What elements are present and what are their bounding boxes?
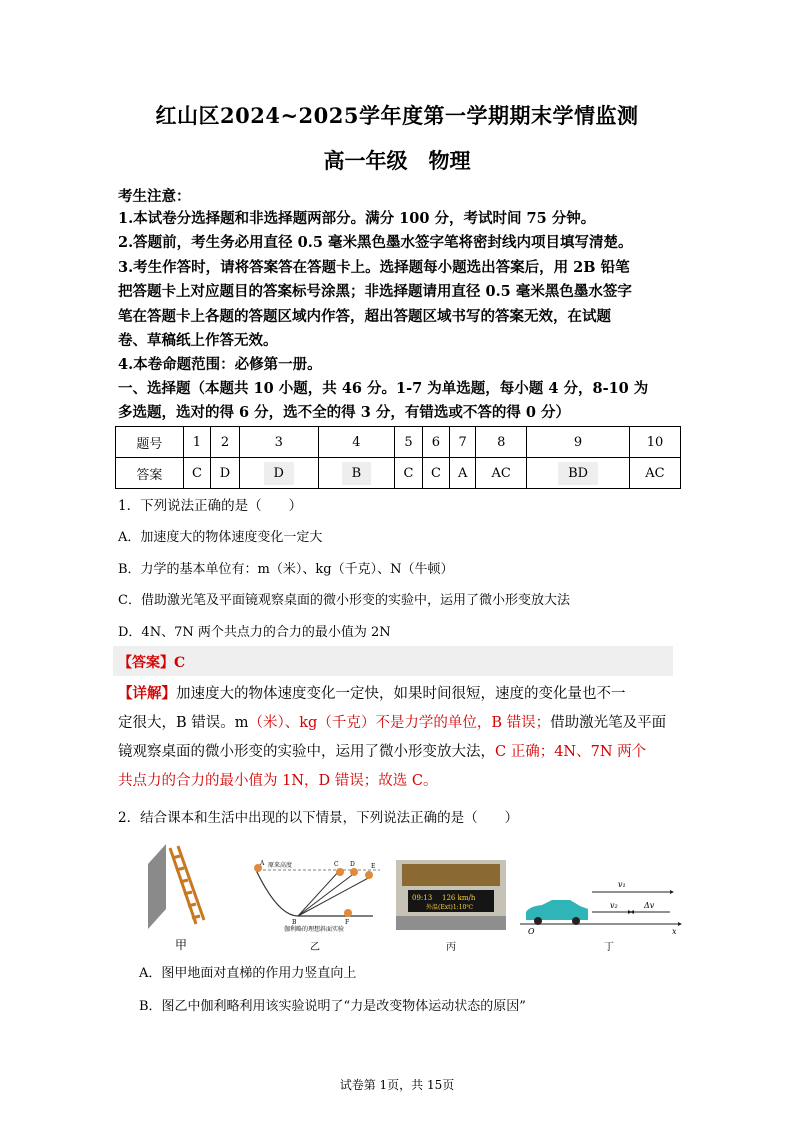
section-heading-line1: 一、选择题（本题共 10 小题，共 46 分。1-7 为单选题，每小题 4 分，8-10 为	[118, 380, 649, 397]
caption-bing: 丙	[446, 942, 456, 953]
question-number: 5	[395, 427, 422, 458]
answer-table	[115, 426, 681, 489]
section-heading-line2: 多选题，选对的得 6 分，选不全的得 3 分，有错选或不答的得 0 分）	[118, 404, 571, 421]
detail-text: 镜观察桌面的微小形变的实验中，运用了微小形变放大法，	[118, 744, 495, 760]
answer-cell	[527, 458, 630, 489]
label-top: 原来高度	[268, 862, 293, 869]
answer-cell: C	[422, 458, 449, 489]
answer-value: C	[174, 655, 186, 671]
question-number: 8	[476, 427, 527, 458]
label-dv: Δv	[644, 901, 655, 910]
ball	[336, 868, 344, 876]
detail-text: 定很大，B 错误。m	[118, 715, 249, 731]
question-1-answer	[118, 652, 185, 672]
track-floor	[256, 870, 373, 916]
detail-text-red: C 正确；4N、7N 两个	[495, 744, 647, 760]
detail-text-red: 共点力的合力的最小值为 1N，D 错误；故选 C。	[118, 773, 438, 789]
answer-cell	[239, 458, 318, 489]
answer-value: B	[342, 462, 372, 485]
question-1-option-a: A．加速度大的物体速度变化一定大	[118, 530, 323, 545]
note-line: 3.考生作答时，请将答案答在答题卡上。选择题每小题选出答案后，用 2B 铅笔	[118, 259, 630, 276]
label-e: E	[371, 863, 376, 870]
caption-ding: 丁	[604, 942, 614, 953]
note-line: 卷、草稿纸上作答无效。	[118, 332, 278, 349]
label-bottom: 伽利略的理想斜面实验	[284, 926, 345, 932]
question-number: 7	[450, 427, 476, 458]
x-axis-arrow	[678, 922, 682, 926]
detail-line-1	[118, 680, 626, 708]
question-number: 10	[629, 427, 680, 458]
detail-text: 加速度大的物体速度变化一定快，如果时间很短，速度的变化量也不一	[176, 686, 626, 702]
question-1-option-d: D．4N、7N 两个共点力的合力的最小值为 2N	[118, 625, 391, 640]
note-line: 1.本试卷分选择题和非选择题两部分。满分 100 分，考试时间 75 分钟。	[118, 210, 596, 227]
exam-title: 红山区2024~2025学年度第一学期期末学情监测	[155, 103, 639, 128]
figure-ladder	[148, 844, 210, 934]
detail-line-3	[118, 738, 646, 766]
car-icon	[526, 900, 588, 920]
label-o: O	[528, 927, 535, 936]
answer-table-answer-row	[116, 458, 681, 489]
caption-yi: 乙	[310, 942, 320, 953]
label-d: D	[350, 861, 355, 868]
question-number: 4	[318, 427, 395, 458]
figure-galileo-incline	[248, 858, 388, 932]
question-1-stem: 1．下列说法正确的是（ ）	[118, 498, 303, 514]
answer-cell: AC	[476, 458, 527, 489]
note-line: 2.答题前，考生务必用直径 0.5 毫米黑色墨水签字笔将密封线内项目填写清楚。	[118, 234, 633, 251]
car-wheel	[572, 917, 580, 925]
answer-cell: A	[450, 458, 476, 489]
note-line: 笔在答题卡上各题的答题区域内作答，超出答题区域书写的答案无效，在试题	[118, 308, 611, 325]
label-v1: v₁	[618, 880, 626, 889]
note-line: 4.本卷命题范围：必修第一册。	[118, 356, 322, 373]
question-number: 1	[183, 427, 210, 458]
dv-arrowhead	[630, 910, 634, 914]
answer-value: BD	[558, 462, 598, 485]
answer-highlight-bar	[113, 646, 673, 676]
question-number: 6	[422, 427, 449, 458]
label-b: B	[292, 919, 297, 926]
label-a: A	[260, 860, 265, 867]
ball	[344, 909, 352, 917]
display-temp: 外温(Ext)1:10℃	[426, 904, 474, 911]
ball	[350, 868, 358, 876]
figure-train-display	[396, 860, 506, 930]
detail-line-2	[118, 709, 666, 737]
notes-heading: 考生注意：	[118, 188, 191, 205]
answer-table-row-label: 题号	[116, 427, 184, 458]
question-2-option-b: B．图乙中伽利略利用该实验说明了“力是改变物体运动状态的原因”	[139, 999, 526, 1014]
question-number: 2	[211, 427, 240, 458]
answer-cell	[318, 458, 395, 489]
question-1-option-c: C．借助激光笔及平面镜观察桌面的微小形变的实验中，运用了微小形变放大法	[118, 593, 570, 608]
detail-tag: 【详解】	[118, 685, 176, 702]
track-incline-c	[298, 870, 340, 916]
v1-arrowhead	[670, 890, 674, 894]
ball	[365, 871, 373, 879]
detail-text: 借助激光笔及平面	[550, 715, 667, 731]
label-v2: v₂	[610, 901, 618, 910]
answer-tag: 【答案】	[118, 655, 174, 671]
track-incline-e	[298, 876, 372, 916]
detail-line-4	[118, 767, 437, 795]
label-f: F	[345, 919, 350, 926]
exam-subtitle: 高一年级 物理	[323, 148, 471, 173]
question-number: 9	[527, 427, 630, 458]
question-2-option-a: A．图甲地面对直梯的作用力竖直向上	[139, 966, 357, 981]
answer-cell: D	[211, 458, 240, 489]
display-speed: 126 km/h	[442, 894, 476, 902]
ladder-icon	[170, 846, 204, 924]
figure-car-velocity	[520, 872, 682, 936]
label-c: C	[334, 861, 339, 868]
label-x: x	[672, 927, 677, 936]
caption-jia: 甲	[174, 938, 187, 952]
answer-cell: C	[183, 458, 210, 489]
train-door	[396, 916, 506, 930]
display-time: 09:13	[412, 894, 433, 902]
wall-shape	[148, 844, 166, 929]
answer-cell: C	[395, 458, 422, 489]
question-1-option-b: B．力学的基本单位有：m（米）、kg（千克）、N（牛顿）	[118, 562, 454, 577]
car-wheel	[534, 917, 542, 925]
answer-table-number-row	[116, 427, 681, 458]
answer-table-row-label: 答案	[116, 458, 184, 489]
answer-cell: AC	[629, 458, 680, 489]
detail-text-red: （米）、kg（千克）不是力学的单位，B 错误；	[248, 715, 551, 731]
page-footer: 试卷第 1页，共 15页	[339, 1078, 455, 1092]
light-panel	[402, 864, 500, 886]
question-number: 3	[239, 427, 318, 458]
note-line: 把答题卡上对应题目的答案标号涂黑；非选择题请用直径 0.5 毫米黑色墨水签字	[118, 283, 632, 300]
question-2-stem: 2．结合课本和生活中出现的以下情景，下列说法正确的是（ ）	[118, 810, 519, 826]
answer-value: D	[264, 462, 294, 485]
